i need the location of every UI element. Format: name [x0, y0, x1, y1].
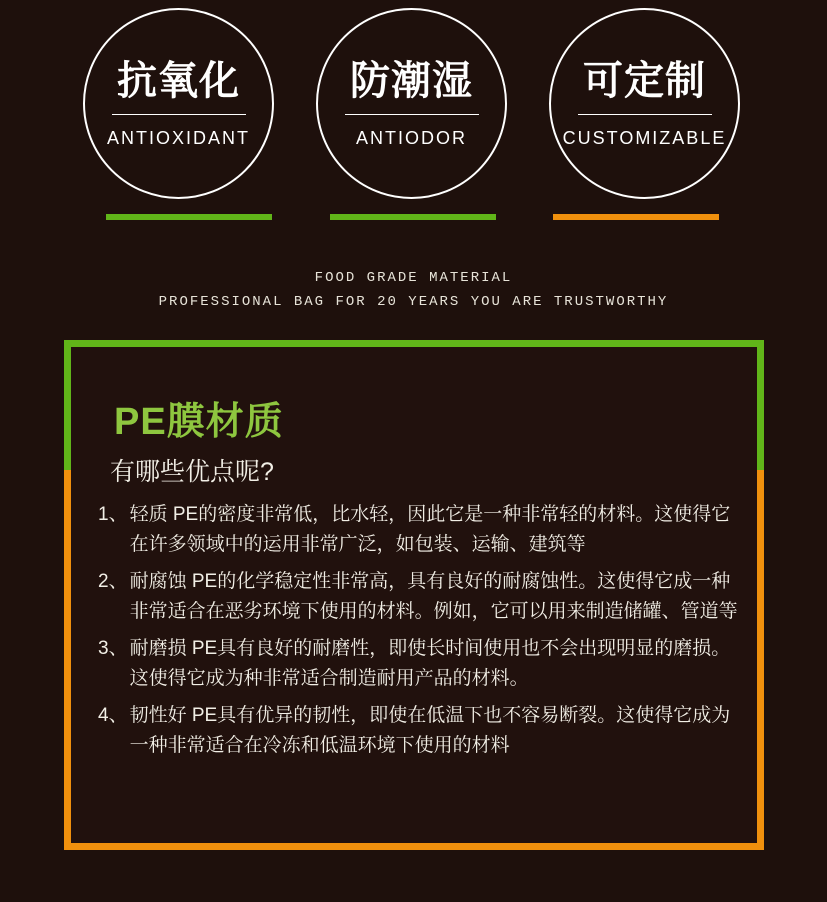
- panel-subtitle: 有哪些优点呢?: [110, 458, 274, 486]
- panel-border-right-green: [757, 340, 764, 470]
- panel-title: PE膜材质: [114, 401, 284, 443]
- feature-circle-3: [549, 8, 744, 213]
- feature-circle-3-ring: [549, 8, 740, 199]
- panel-border-left-orange: [64, 470, 71, 850]
- list-item-number: 2、: [98, 571, 128, 592]
- list-item-text: 轻质 PE的密度非常低，比水轻，因此它是一种非常轻的材料。这使得它在许多领域中的运用非常广泛，如包装、运输、建筑等: [129, 504, 731, 555]
- caption-line-2: PROFESSIONAL BAG FOR 20 YEARS YOU ARE TRUSTWORTHY: [158, 294, 669, 310]
- list-item-text: 耐磨损 PE具有良好的耐磨性，即使长时间使用也不会出现明显的磨损。这使得它成为种非常适合制造耐用产品的材料。: [129, 638, 731, 689]
- feature-circles: [0, 8, 827, 218]
- feature-underline-1: [106, 214, 272, 220]
- feature-circle-3-title: 可定制: [583, 58, 706, 103]
- advantage-list: [98, 500, 738, 768]
- list-item-number: 3、: [98, 638, 128, 659]
- list-item-number: 4、: [98, 705, 128, 726]
- list-item: [98, 500, 738, 560]
- feature-circle-3-subtitle: CUSTOMIZABLE: [562, 127, 727, 148]
- feature-underline-3: [553, 214, 719, 220]
- feature-underline-2: [330, 214, 496, 220]
- feature-circle-1-ring: [83, 8, 274, 199]
- panel-border-right-orange: [757, 470, 764, 850]
- feature-circle-1: [83, 8, 278, 213]
- feature-circle-2-ring: [316, 8, 507, 199]
- feature-circle-2-subtitle: ANTIODOR: [355, 127, 467, 148]
- feature-circle-2-title: 防潮湿: [350, 58, 473, 103]
- panel-border-top: [64, 340, 764, 347]
- list-item-text: 耐腐蚀 PE的化学稳定性非常高，具有良好的耐腐蚀性。这使得它成一种非常适合在恶劣环境下使用的材料。例如，它可以用来制造储罐、管道等: [129, 571, 738, 622]
- caption-line-1: FOOD GRADE MATERIAL: [314, 270, 513, 286]
- feature-circle-2-divider: [345, 114, 479, 115]
- material-panel: [64, 340, 764, 850]
- list-item-text: 韧性好 PE具有优异的韧性，即使在低温下也不容易断裂。这使得它成为一种非常适合在冷冻和低温环境下使用的材料: [129, 705, 731, 756]
- feature-circle-2: [316, 8, 511, 213]
- list-item: [98, 634, 738, 694]
- feature-circle-1-divider: [112, 114, 246, 115]
- list-item: [98, 567, 738, 627]
- list-item: [98, 701, 738, 761]
- list-item-number: 1、: [98, 504, 128, 525]
- feature-circle-1-subtitle: ANTIOXIDANT: [106, 127, 250, 148]
- feature-circle-3-divider: [578, 114, 712, 115]
- feature-circle-1-title: 抗氧化: [117, 58, 240, 103]
- panel-border-left-green: [64, 340, 71, 470]
- panel-border-bottom: [64, 843, 764, 850]
